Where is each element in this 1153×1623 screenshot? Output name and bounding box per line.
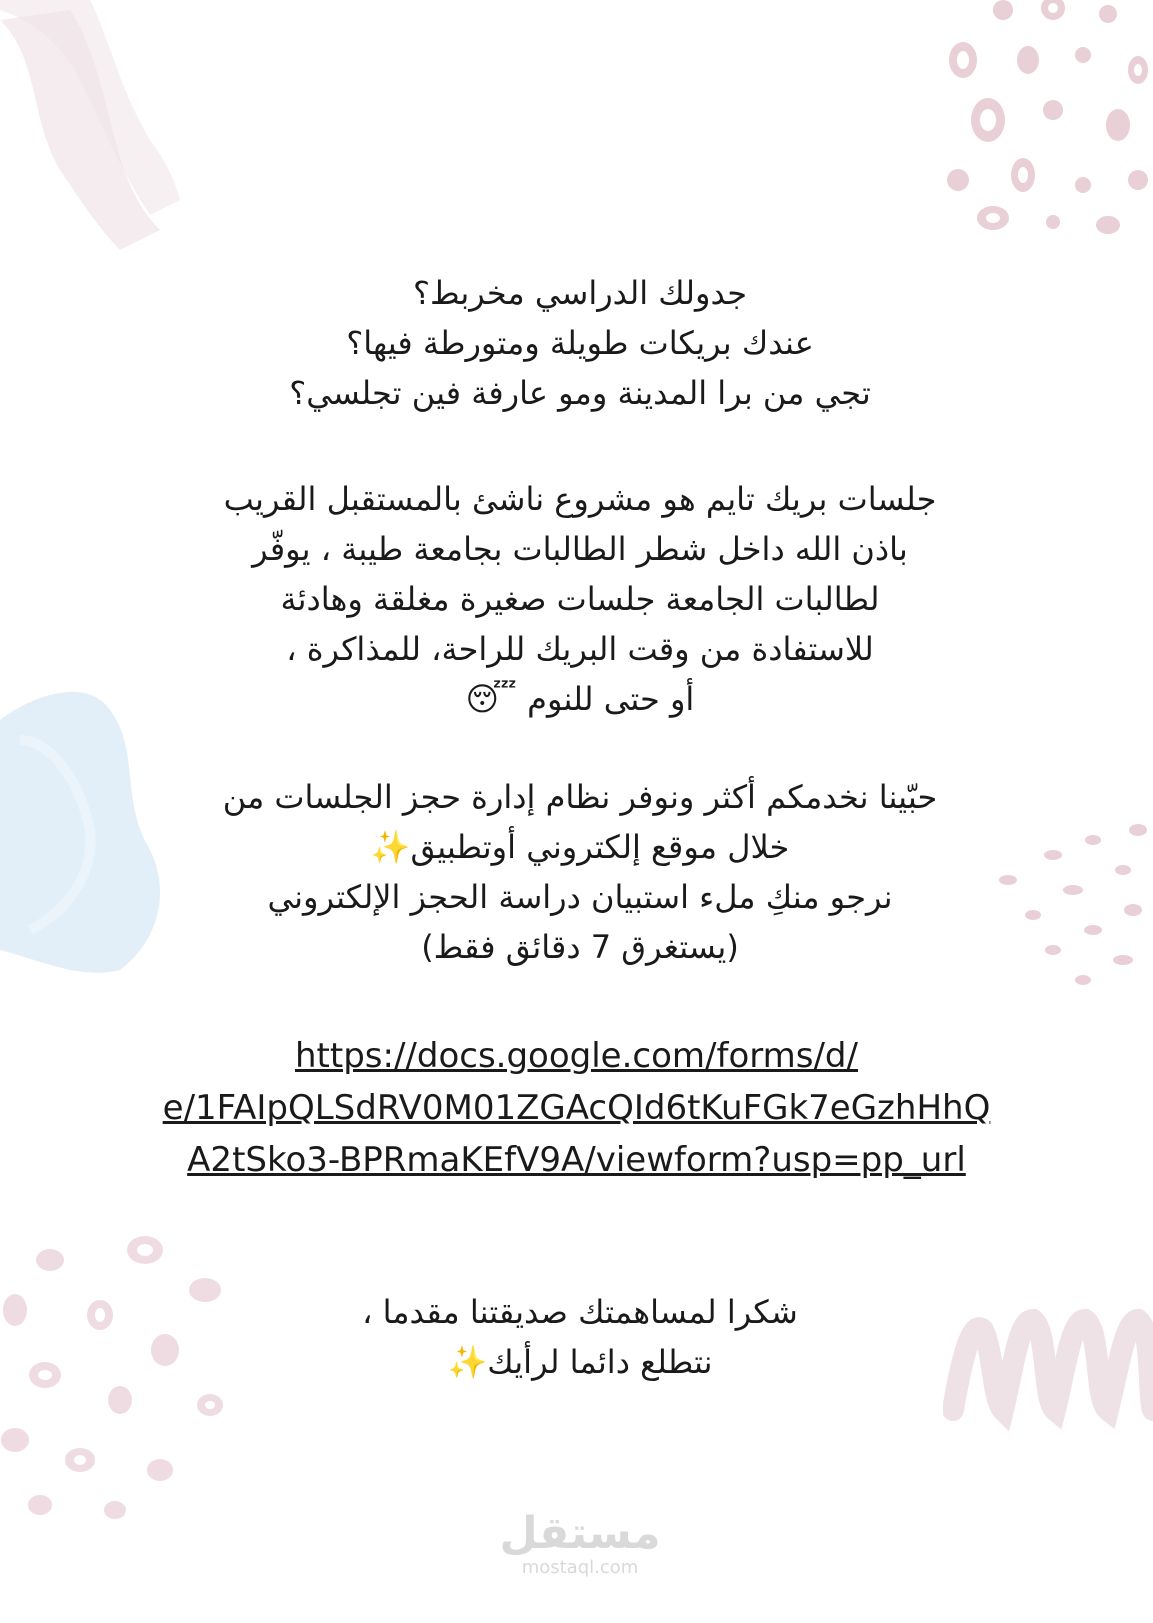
service-line: نرجو منكِ ملء استبيان دراسة الحجز الإلكتروني [267,878,893,916]
intro-line: تجي من برا المدينة ومو عارفة فين تجلسي؟ [289,374,871,412]
survey-link-line: A2tSko3-BPRmaKEfV9A/viewform?usp=pp_url [187,1140,966,1180]
intro-line: عندك بريكات طويلة ومتورطة فيها؟ [346,324,814,362]
about-line: جلسات بريك تايم هو مشروع ناشئ بالمستقبل القريب [223,480,937,518]
thanks-message [120,1287,1040,1387]
mostaql-watermark [480,1510,680,1578]
intro-line: جدولك الدراسي مخربط؟ [412,274,748,312]
watermark-latin: mostaql.com [521,1557,639,1578]
service-paragraph [120,772,1040,972]
survey-link-line: e/1FAIpQLSdRV0M01ZGAcQId6tKuFGk7eGzhHhQ [162,1088,991,1128]
about-line: أو حتى للنوم 😴 [465,680,695,718]
about-paragraph [120,474,1040,724]
watermark-arabic: مستقل [499,1508,661,1559]
survey-link-block [100,1030,1053,1186]
intro-questions [120,268,1040,418]
thanks-line: شكرا لمساهمتك صديقتنا مقدما ، [362,1293,798,1331]
survey-link-line: https://docs.google.com/forms/d/ [295,1036,858,1076]
about-line: للاستفادة من وقت البريك للراحة، للمذاكرة ، [286,630,874,668]
survey-link[interactable] [163,1030,991,1186]
service-line: (يستغرق 7 دقائق فقط) [421,928,739,966]
about-line: باذن الله داخل شطر الطالبات بجامعة طيبة ، يوفّر [252,530,908,568]
service-line: خلال موقع إلكتروني أوتطبيق✨ [370,828,790,866]
about-line: لطالبات الجامعة جلسات صغيرة مغلقة وهادئة [280,580,880,618]
service-line: حبّينا نخدمكم أكثر ونوفر نظام إدارة حجز الجلسات من [222,778,938,816]
pink-dots-top-right [933,0,1153,240]
thanks-line: نتطلع دائما لرأيك✨ [447,1343,713,1381]
pink-brush-stroke-top-left [0,0,200,260]
